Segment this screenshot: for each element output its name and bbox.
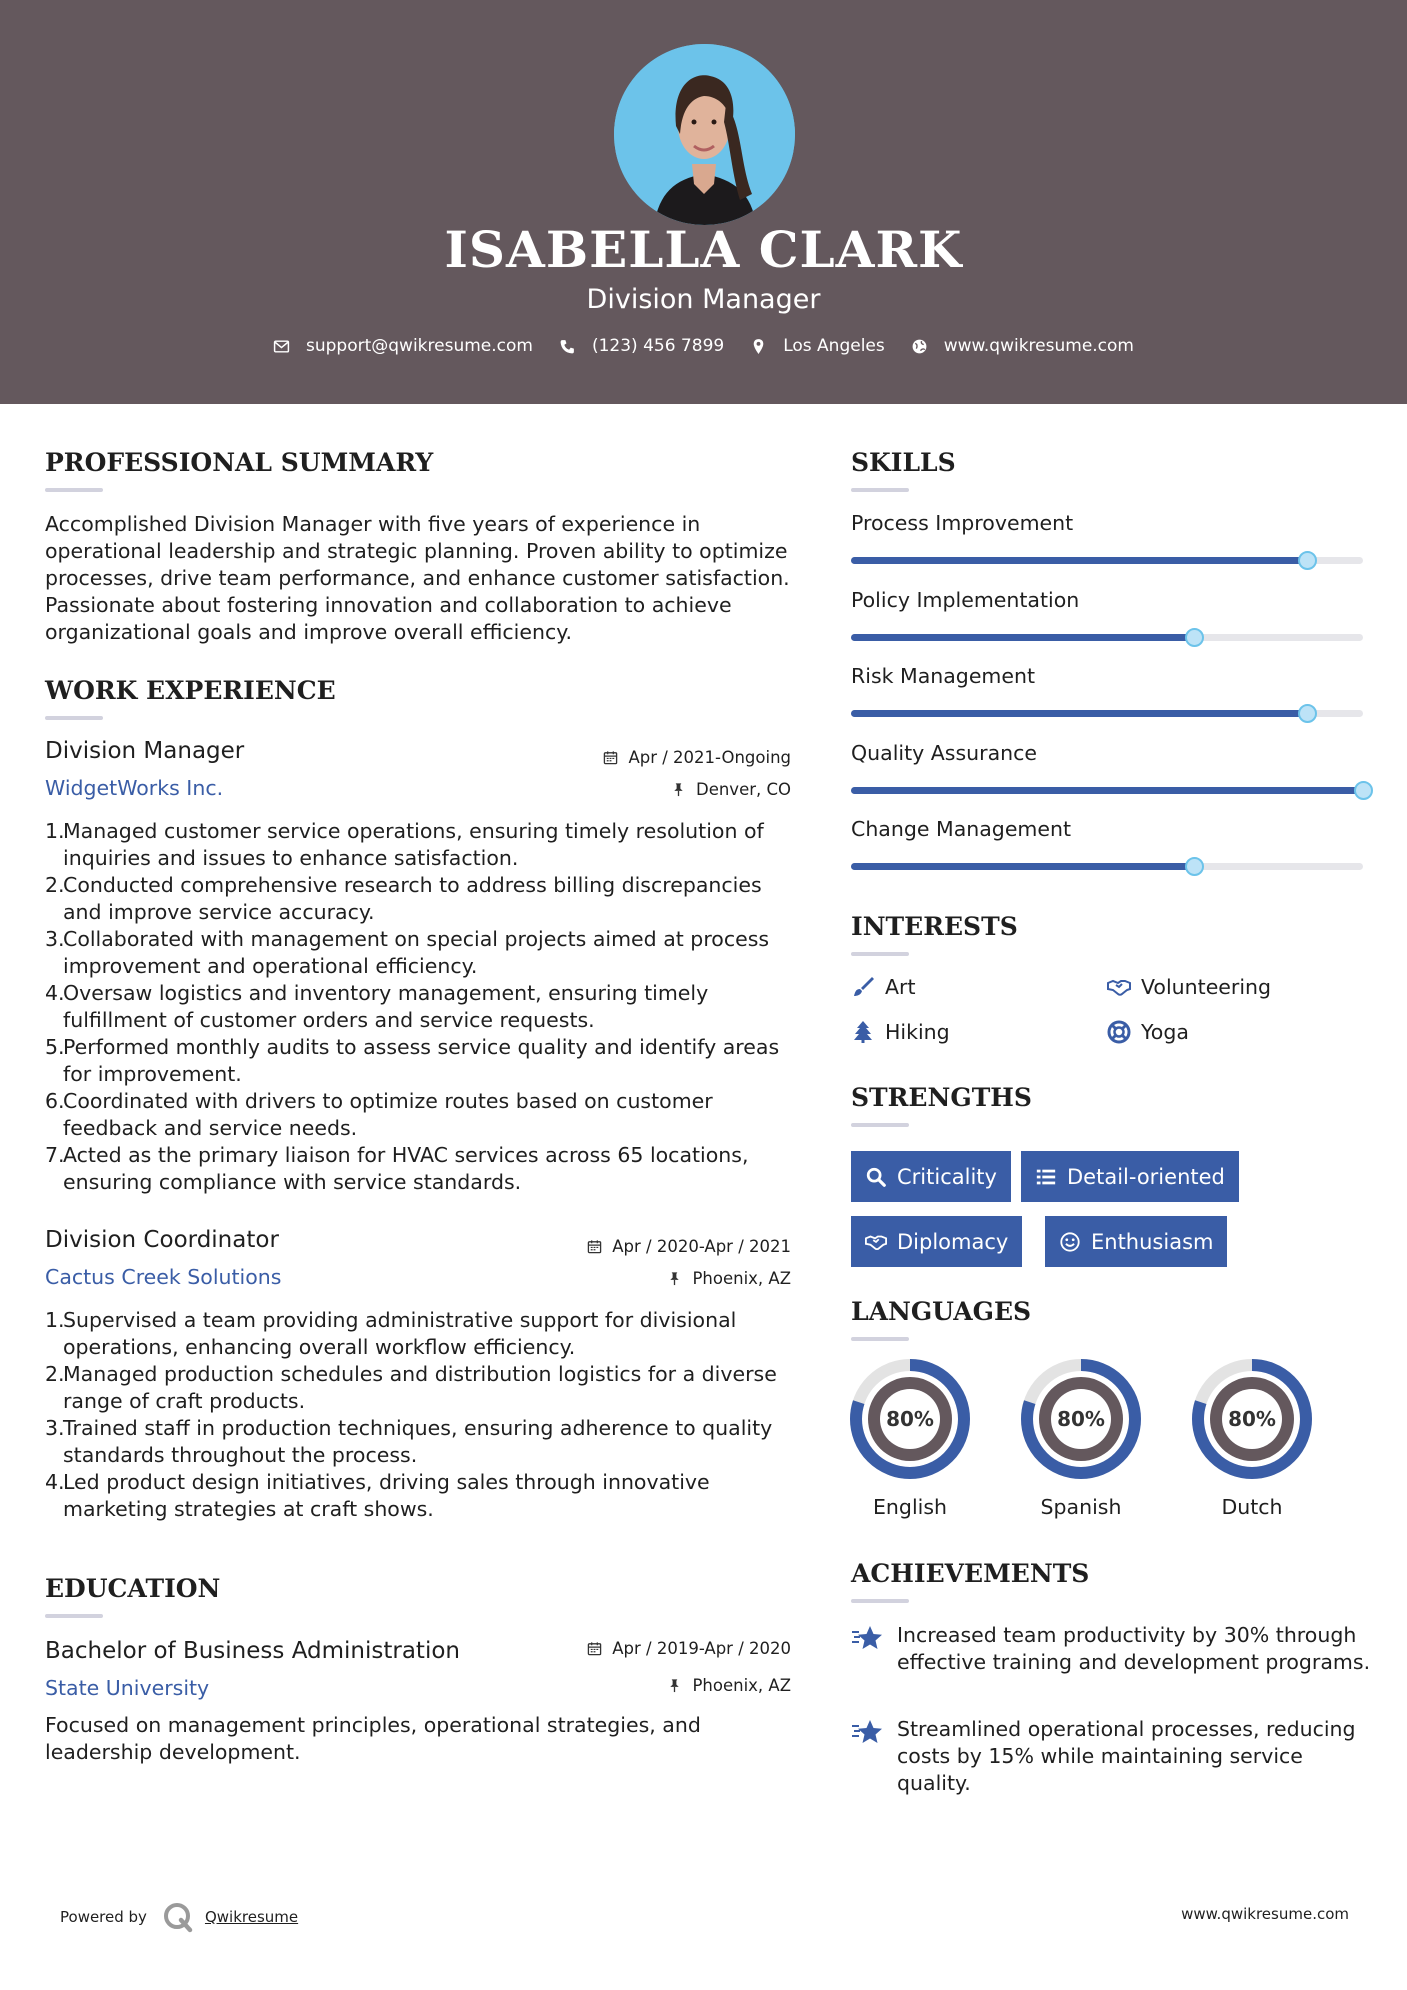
education-date bbox=[587, 1639, 791, 1658]
contact-phone[interactable] bbox=[559, 336, 724, 356]
interest-label: Hiking bbox=[885, 1020, 950, 1044]
search-icon bbox=[865, 1166, 887, 1188]
job-location bbox=[671, 780, 791, 799]
language-percent: 80% bbox=[1057, 1407, 1105, 1431]
interest-volunteering bbox=[1107, 975, 1271, 999]
skill-label: Change Management bbox=[851, 817, 1072, 841]
handshake-icon bbox=[1107, 975, 1131, 999]
skill-bar-fill bbox=[851, 557, 1307, 564]
qwikresume-logo-icon bbox=[161, 1900, 195, 1934]
job-duties bbox=[45, 1307, 795, 1523]
powered-by-text: Powered by bbox=[60, 1908, 147, 1926]
language-ring bbox=[1019, 1357, 1143, 1481]
list-item: 1. Supervised a team providing administrative support for divisional operations, enhancing overall workflow efficiency. bbox=[45, 1308, 737, 1359]
skill-bar bbox=[851, 710, 1363, 717]
envelope-icon bbox=[273, 338, 290, 355]
contact-email[interactable] bbox=[273, 336, 533, 356]
skill-label: Risk Management bbox=[851, 664, 1036, 688]
school-name: State University bbox=[45, 1676, 210, 1700]
interests-heading: INTERESTS bbox=[851, 912, 1018, 941]
globe-icon bbox=[911, 338, 928, 355]
strength-label: Criticality bbox=[897, 1164, 997, 1189]
list-item: 2. Conducted comprehensive research to address billing discrepancies and improve service accuracy. bbox=[45, 873, 762, 924]
star-award-icon bbox=[851, 1624, 885, 1654]
skill-label: Policy Implementation bbox=[851, 587, 1080, 612]
job-title: Division Coordinator bbox=[45, 1227, 279, 1253]
job-location-text: Denver, CO bbox=[695, 780, 791, 799]
strength-chip bbox=[851, 1216, 1022, 1267]
qwikresume-link[interactable]: Qwikresume bbox=[204, 1908, 299, 1926]
summary-heading: PROFESSIONAL SUMMARY bbox=[45, 448, 434, 477]
education-heading: EDUCATION bbox=[45, 1574, 221, 1603]
job-date-text: Apr / 2020-Apr / 2021 bbox=[612, 1237, 791, 1256]
skill-level-knob bbox=[1298, 704, 1317, 723]
job-date-text: Apr / 2021-Ongoing bbox=[628, 748, 791, 767]
map-marker-icon bbox=[750, 338, 767, 355]
tree-icon bbox=[851, 1020, 875, 1044]
language-name: Dutch bbox=[1221, 1495, 1283, 1519]
section-divider bbox=[851, 1337, 909, 1341]
skill-label: Process Improvement bbox=[851, 511, 1074, 535]
languages-heading: LANGUAGES bbox=[851, 1297, 1032, 1326]
skill-bar-fill bbox=[851, 863, 1194, 870]
skill-level-knob bbox=[1185, 857, 1204, 876]
summary-text: Accomplished Division Manager with five years of experience in operational leadership and strategic planning. Proven ability to optimize processes, drive team performance, and enhance customer satisfaction. Passionate about fostering innovation and collaboration to achieve organizational goals and improve overall efficiency. bbox=[45, 512, 790, 644]
skill-bar bbox=[851, 863, 1363, 870]
section-divider bbox=[851, 1599, 909, 1603]
handshake-icon bbox=[865, 1231, 887, 1253]
pushpin-icon bbox=[667, 1271, 682, 1286]
achievements-heading: ACHIEVEMENTS bbox=[851, 1559, 1090, 1588]
language-percent: 80% bbox=[886, 1407, 934, 1431]
job-location bbox=[667, 1269, 791, 1288]
skill-level-knob bbox=[1298, 551, 1317, 570]
contact-phone-text: (123) 456 7899 bbox=[591, 336, 725, 356]
phone-icon bbox=[559, 338, 576, 355]
interest-yoga bbox=[1107, 1020, 1189, 1044]
education-location bbox=[667, 1676, 791, 1695]
achievement-text: Streamlined operational processes, reducing costs by 15% while maintaining service quality. bbox=[897, 1717, 1356, 1795]
pushpin-icon bbox=[671, 782, 686, 797]
section-divider bbox=[851, 952, 909, 956]
job-duties bbox=[45, 818, 795, 1196]
skill-level-knob bbox=[1354, 781, 1373, 800]
list-item: 4. Led product design initiatives, driving sales through innovative marketing strategies at craft shows. bbox=[45, 1470, 710, 1521]
skill-bar bbox=[851, 634, 1363, 641]
interest-label: Art bbox=[885, 975, 916, 999]
education-location-text: Phoenix, AZ bbox=[692, 1676, 791, 1695]
strength-label: Enthusiasm bbox=[1091, 1229, 1214, 1254]
calendar-icon bbox=[587, 1239, 602, 1254]
list-item: 3. Trained staff in production techniques, ensuring adherence to quality standards throughout the process. bbox=[45, 1416, 773, 1467]
skill-level-knob bbox=[1185, 628, 1204, 647]
calendar-icon bbox=[587, 1641, 602, 1656]
skill-bar bbox=[851, 557, 1363, 564]
job-title: Division Manager bbox=[45, 738, 245, 764]
interest-art bbox=[851, 975, 916, 999]
strength-chip bbox=[1021, 1151, 1239, 1202]
list-item: 1. Managed customer service operations, ensuring timely resolution of inquiries and issues to enhance satisfaction. bbox=[45, 819, 764, 870]
list-icon bbox=[1035, 1166, 1057, 1188]
contact-website-text: www.qwikresume.com bbox=[943, 336, 1134, 356]
section-divider bbox=[45, 716, 103, 720]
section-divider bbox=[45, 488, 103, 492]
language-ring bbox=[1190, 1357, 1314, 1481]
contact-website[interactable] bbox=[911, 336, 1134, 356]
strength-label: Detail-oriented bbox=[1067, 1164, 1225, 1189]
job-location-text: Phoenix, AZ bbox=[692, 1269, 791, 1288]
contact-location bbox=[750, 336, 885, 356]
skill-bar bbox=[851, 787, 1363, 794]
list-item: 7. Acted as the primary liaison for HVAC services across 65 locations, ensuring compliance with service standards. bbox=[45, 1143, 749, 1194]
job-date bbox=[587, 1237, 791, 1256]
education-description: Focused on management principles, operational strategies, and leadership development. bbox=[45, 1713, 701, 1764]
language-percent: 80% bbox=[1228, 1407, 1276, 1431]
skill-bar-fill bbox=[851, 634, 1194, 641]
achievement-item bbox=[851, 1716, 1371, 1797]
language-ring bbox=[848, 1357, 972, 1481]
list-item: 3. Collaborated with management on special projects aimed at process improvement and operational efficiency. bbox=[45, 927, 770, 978]
contact-bar bbox=[0, 336, 1407, 356]
candidate-title: Division Manager bbox=[586, 284, 821, 315]
strength-label: Diplomacy bbox=[897, 1229, 1009, 1254]
profile-photo bbox=[614, 44, 795, 225]
list-item: 6. Coordinated with drivers to optimize routes based on customer feedback and service needs. bbox=[45, 1089, 713, 1140]
interest-label: Volunteering bbox=[1141, 975, 1272, 999]
pushpin-icon bbox=[667, 1678, 682, 1693]
calendar-icon bbox=[603, 750, 618, 765]
strength-chip bbox=[851, 1151, 1011, 1202]
footer-powered-by bbox=[60, 1900, 298, 1934]
experience-heading: WORK EXPERIENCE bbox=[45, 676, 336, 705]
list-item: 5. Performed monthly audits to assess service quality and identify areas for improvement. bbox=[45, 1035, 780, 1086]
section-divider bbox=[851, 488, 909, 492]
achievement-item bbox=[851, 1622, 1371, 1676]
degree-title: Bachelor of Business Administration bbox=[45, 1638, 460, 1664]
skill-bar-fill bbox=[851, 710, 1307, 717]
skills-heading: SKILLS bbox=[851, 448, 956, 477]
skill-bar-fill bbox=[851, 787, 1363, 794]
strengths-heading: STRENGTHS bbox=[851, 1083, 1032, 1112]
star-award-icon bbox=[851, 1718, 885, 1748]
education-date-text: Apr / 2019-Apr / 2020 bbox=[612, 1639, 791, 1658]
list-item: 2. Managed production schedules and distribution logistics for a diverse range of craft products. bbox=[45, 1362, 777, 1413]
contact-location-text: Los Angeles bbox=[783, 336, 885, 356]
language-name: English bbox=[872, 1495, 948, 1519]
achievement-text: Increased team productivity by 30% through effective training and development programs. bbox=[897, 1623, 1371, 1674]
interest-hiking bbox=[851, 1020, 950, 1044]
list-item: 4. Oversaw logistics and inventory management, ensuring timely fulfillment of customer orders and service requests. bbox=[45, 981, 709, 1032]
skill-label: Quality Assurance bbox=[851, 740, 1038, 765]
strength-chip bbox=[1045, 1216, 1227, 1267]
resume-header bbox=[0, 0, 1407, 404]
company-name: WidgetWorks Inc. bbox=[45, 776, 224, 800]
lifebuoy-icon bbox=[1107, 1020, 1131, 1044]
smile-icon bbox=[1059, 1231, 1081, 1253]
paintbrush-icon bbox=[851, 975, 875, 999]
contact-email-text: support@qwikresume.com bbox=[306, 336, 533, 356]
section-divider bbox=[851, 1123, 909, 1127]
section-divider bbox=[45, 1614, 103, 1618]
company-name: Cactus Creek Solutions bbox=[45, 1265, 282, 1289]
footer-website[interactable]: www.qwikresume.com bbox=[1181, 1905, 1349, 1923]
language-name: Spanish bbox=[1040, 1495, 1122, 1519]
candidate-name: ISABELLA CLARK bbox=[444, 220, 963, 279]
job-date bbox=[603, 748, 791, 767]
interest-label: Yoga bbox=[1141, 1020, 1189, 1044]
